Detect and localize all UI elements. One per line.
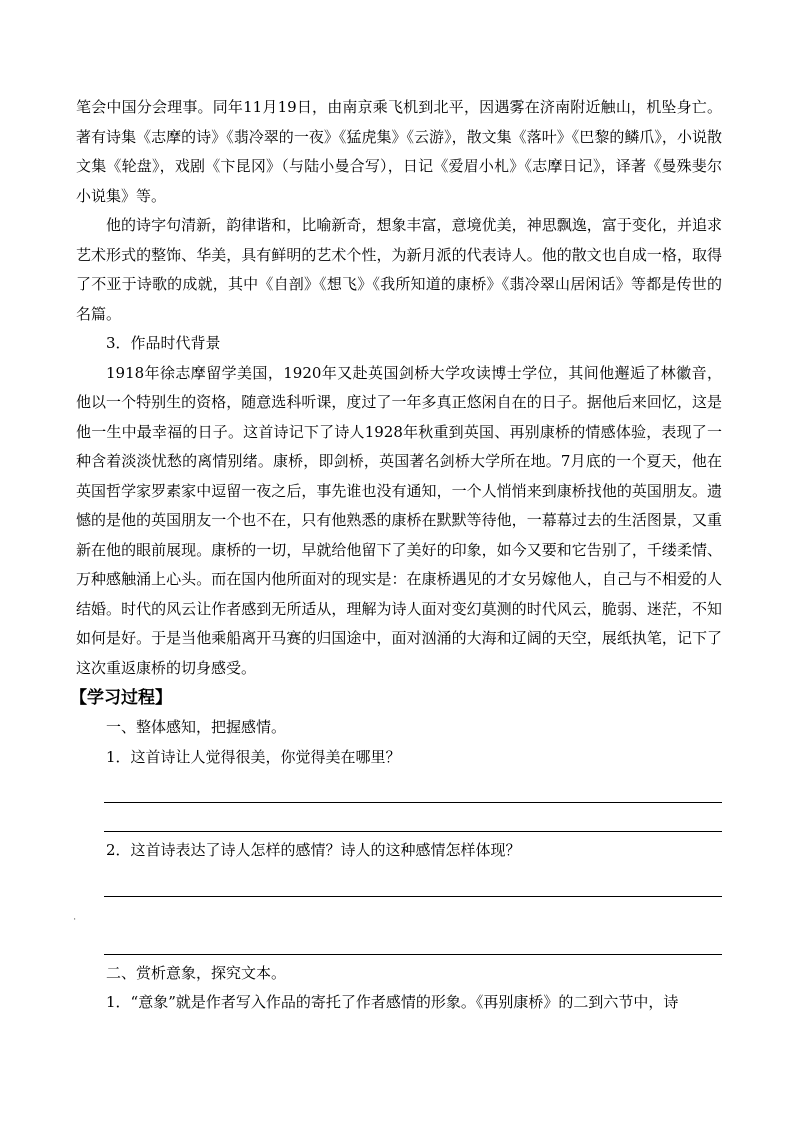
study-process-heading: 【学习过程】 (70, 688, 172, 708)
answer-line-1[interactable] (104, 772, 722, 803)
stray-mark: ' (74, 917, 76, 925)
answer-line-2[interactable] (104, 803, 722, 832)
background-paragraph: 1918年徐志摩留学美国，1920年又赴英国剑桥大学攻读博士学位，其间他邂逅了林徽音，他以一个特别生的资格，随意选科听课，度过了一年多真正悠闲自在的日子。据他后来回忆，这是他一生中最幸福的日子。这首诗记下了诗人1928年秋重到英国、再别康桥的情感体验，表现了一种含着淡淡忧愁的离情别绪。康桥，即剑桥，英国著名剑桥大学所在地。7月底的一个夏天，他在英国哲学家罗素家中逗留一夜之后，事先谁也没有通知，一个人悄悄来到康桥找他的英国朋友。遗憾的是他的英国朋友一个也不在，只有他熟悉的康桥在默默等待他，一幕幕过去的生活图景，又重新在他的眼前展现。康桥的一切，早就给他留下了美好的印象，如今又要和它告别了，千缕柔情、万种感触涌上心头。而在国内他所面对的现实是：在康桥遇见的才女另嫁他人，自己与不相爱的人结婚。时代的风云让作者感到无所适从，理解为诗人面对变幻莫测的时代风云，脆弱、迷茫，不知如何是好。于是当他乘船离开马赛的归国途中，面对汹涌的大海和辽阔的天空，展纸执笔，记下了这次重返康桥的切身感受。 (76, 363, 722, 677)
document-content (70, 93, 722, 1018)
poetry-style-paragraph: 他的诗字句清新，韵律谐和，比喻新奇，想象丰富，意境优美，神思飘逸，富于变化，并追求艺术形式的整饰、华美，具有鲜明的艺术个性，为新月派的代表诗人。他的散文也自成一格，取得了不亚于诗歌的成就，其中《自剖》《想飞》《我所知道的康桥》《翡冷翠山居闲话》等都是传世的名篇。 (76, 216, 722, 323)
answer-line-4[interactable] (74, 897, 722, 955)
answer-line-3[interactable] (104, 866, 722, 897)
question-1: 1．这首诗让人觉得很美，你觉得美在哪里？ (106, 747, 401, 766)
question-3: 1．“意象”就是作者写入作品的寄托了作者感情的形象。《再别康桥》的二到六节中，诗 (106, 993, 679, 1011)
part2-title: 二、赏析意象，探究文本。 (106, 963, 287, 982)
question-2: 2．这首诗表达了诗人怎样的感情？诗人的这种感情怎样体现？ (106, 841, 521, 859)
section-title-background: 3．作品时代背景 (106, 334, 221, 352)
bio-paragraph: 笔会中国分会理事。同年11月19日，由南京乘飞机到北平，因遇雾在济南附近触山，机坠身亡。著有诗集《志摩的诗》《翡冷翠的一夜》《猛虎集》《云游》，散文集《落叶》《巴黎的鳞爪》，小说散文集《轮盘》，戏剧《卞昆冈》（与陆小曼合写），日记《爱眉小札》《志摩日记》，译著《曼殊斐尔小说集》等。 (76, 98, 722, 205)
part1-title: 一、整体感知，把握感情。 (106, 718, 287, 736)
